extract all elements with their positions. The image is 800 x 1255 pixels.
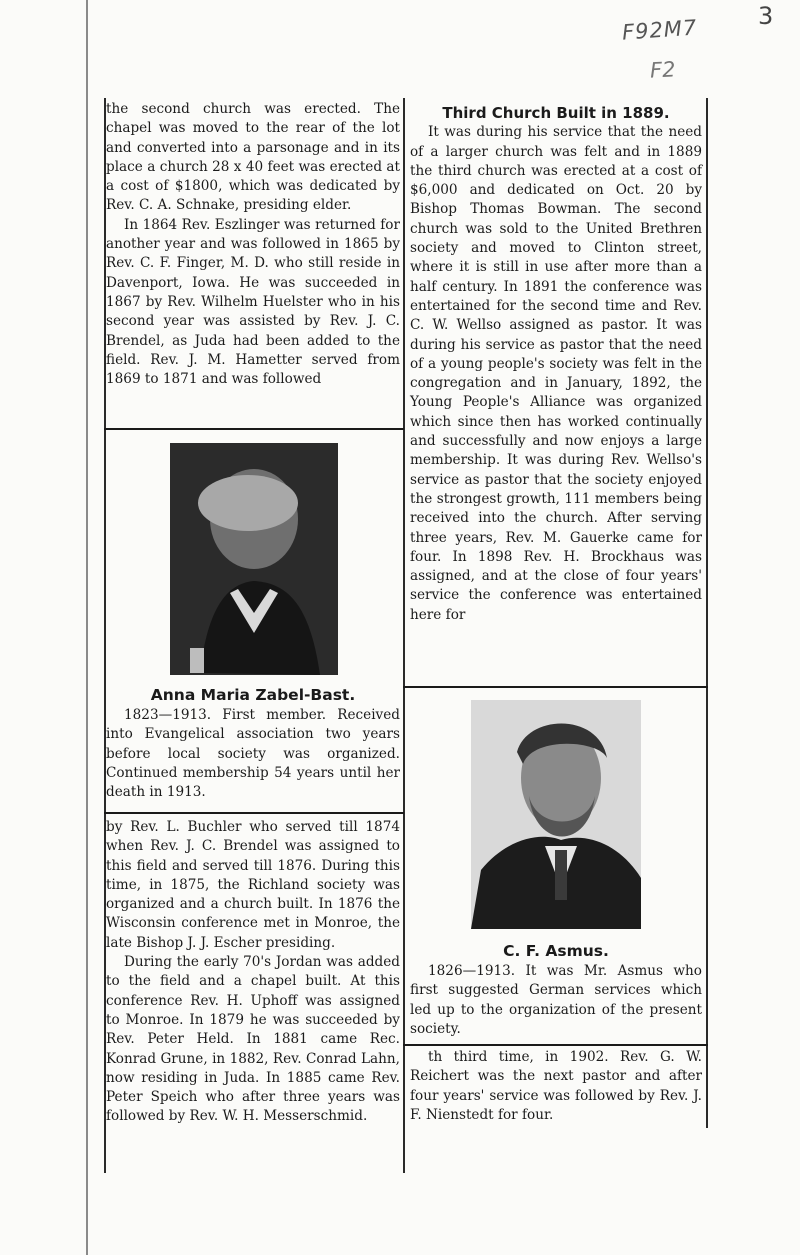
section-rule [403, 686, 708, 688]
right-column-top-text [410, 104, 702, 625]
section-rule [104, 812, 404, 814]
left-column-top-text [106, 100, 400, 389]
portrait-photo-cf-asmus [471, 700, 641, 929]
caption-name-cf-asmus: C. F. Asmus. [503, 942, 609, 960]
page-edge-line [86, 0, 88, 1255]
article-paragraph: the second church was erected. The chapel was moved to the rear of the lot and converted into a parsonage and in its place a church 28 x 40 feet was erected at a cost of $1800, which was dedicated by Rev. C. A. Schnake, presiding elder. [106, 101, 400, 214]
column-divider-right [706, 98, 708, 1128]
section-rule [403, 1044, 708, 1046]
article-paragraph: th third time, in 1902. Rev. G. W. Reichert was the next pastor and after four years' service was followed by Rev. J. F. Nienstedt for four. [410, 1049, 702, 1123]
caption-paragraph: 1823—1913. First member. Received into Evangelical association two years before local society was organized. Continued membership 54 years until her death in 1913. [106, 707, 400, 801]
article-headline: Third Church Built in 1889. [442, 104, 670, 122]
right-column-bottom-text [410, 1048, 702, 1125]
column-divider-center [403, 98, 405, 1173]
portrait-woman-illustration [170, 443, 338, 675]
caption-name-anna-maria: Anna Maria Zabel-Bast. [150, 686, 356, 704]
caption-paragraph: 1826—1913. It was Mr. Asmus who first suggested German services which led up to the organization of the present society. [410, 963, 702, 1037]
article-paragraph: by Rev. L. Buchler who served till 1874 when Rev. J. C. Brendel was assigned to this field and served till 1876. During this time, in 1875, the Richland society was organized and a church built. In 1876 the Wisconsin conference met in Monroe, the late Bishop J. J. Escher presiding. [106, 819, 400, 951]
article-paragraph: During the early 70's Jordan was added to the field and a chapel built. At this conference Rev. H. Uphoff was assigned to Monroe. In 1879 he was succeeded by Rev. Peter Held. In 1881 came Rec. Konrad Grune, in 1882, Rev. Conrad Lahn, now residing in Juda. In 1885 came Rev. Peter Speich who after three years was followed by Rev. W. H. Messerschmid. [106, 954, 400, 1125]
caption-text-cf-asmus [410, 962, 702, 1039]
article-paragraph: In 1864 Rev. Eszlinger was returned for another year and was followed in 1865 by Rev. C. F. Finger, M. D. who still reside in Davenport, Iowa. He was succeeded in 1867 by Rev. Wilhelm Huelster who in his second year was assisted by Rev. J. C. Brendel, as Juda had been added to the field. Rev. J. M. Hametter served from 1869 to 1871 and was followed [106, 216, 400, 388]
portrait-photo-anna-maria-zabel-bast [170, 443, 338, 675]
left-column-bottom-text [106, 818, 400, 1127]
caption-text-anna-maria [106, 706, 400, 802]
page-number: 3 [758, 2, 774, 30]
section-rule [104, 428, 404, 430]
handwritten-note: F92M7 [621, 15, 699, 45]
handwritten-note-2: F2 [649, 57, 677, 83]
article-paragraph: It was during his service that the need of a larger church was felt and in 1889 the third church was erected at a cost of $6,000 and dedicated on Oct. 20 by Bishop Thomas Bowman. The second church was sold to the United Brethren society and moved to Clinton street, where it is still in use after more than a half century. In 1891 the conference was entertained for the second time and Rev. C. W. Wellso assigned as pastor. It was during his service as pastor that the need of a young people's society was felt in the congregation and in January, 1892, the Young People's Alliance was organized which since then has worked continually and successfully and now enjoys a large membership. It was during Rev. Wellso's service as pastor that the society enjoyed the strongest growth, 111 members being received into the church. After serving three years, Rev. M. Gauerke came for four. In 1898 Rev. H. Brockhaus was assigned, and at the close of four years' service the conference was entertained here for [410, 124, 702, 623]
portrait-man-illustration [471, 700, 641, 929]
